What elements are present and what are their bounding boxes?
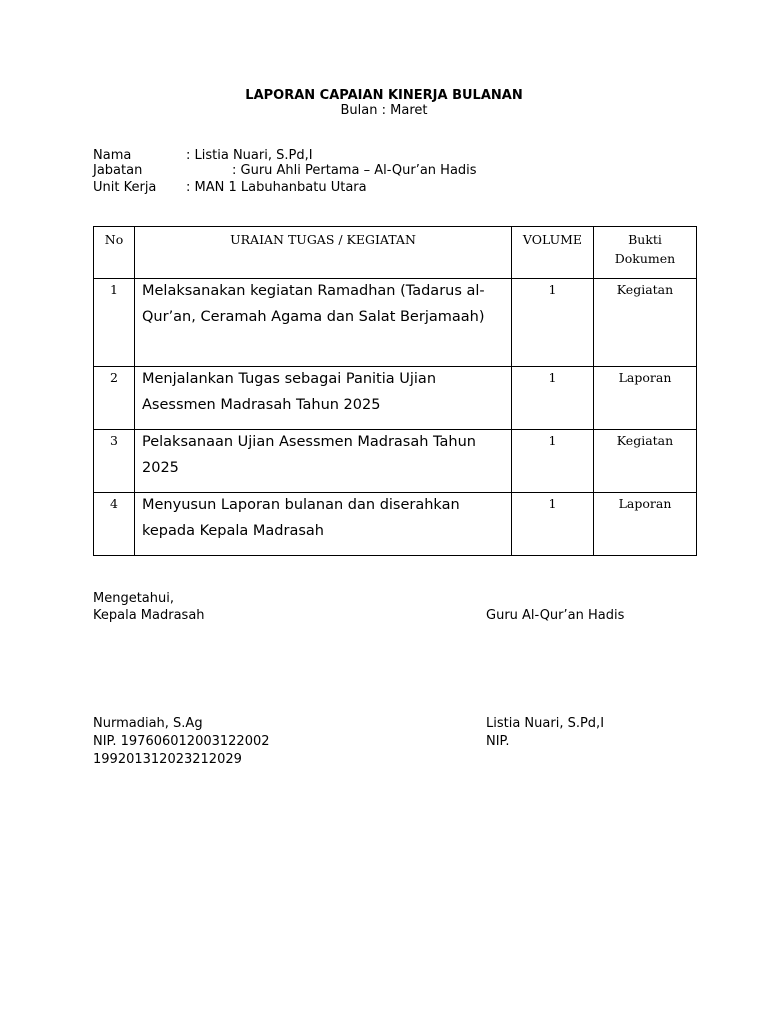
row-number: 1 <box>94 279 135 367</box>
row-volume: 1 <box>512 493 594 556</box>
row-document: Kegiatan <box>594 279 697 367</box>
row-number: 4 <box>94 493 135 556</box>
table-row <box>94 367 697 430</box>
info-nama-value: : Listia Nuari, S.Pd,I <box>186 148 313 163</box>
info-unit-label: Unit Kerja <box>93 180 157 195</box>
row-task: Menjalankan Tugas sebagai Panitia Ujian Asessmen Madrasah Tahun 2025 <box>135 367 512 430</box>
info-jabatan-value: : Guru Ahli Pertama – Al-Qur’an Hadis <box>232 163 477 178</box>
header-volume: VOLUME <box>512 227 594 279</box>
row-volume: 1 <box>512 279 594 367</box>
table-row <box>94 279 697 367</box>
header-task: URAIAN TUGAS / KEGIATAN <box>135 227 512 279</box>
header-no: No <box>94 227 135 279</box>
teacher-role: Guru Al-Qur’an Hadis <box>486 608 625 623</box>
header-document: Bukti Dokumen <box>594 227 697 279</box>
row-task: Menyusun Laporan bulanan dan diserahkan kepada Kepala Madrasah <box>135 493 512 556</box>
task-table <box>93 226 697 556</box>
row-task: Melaksanakan kegiatan Ramadhan (Tadarus al-Qur’an, Ceramah Agama dan Salat Berjamaah) <box>135 279 512 367</box>
row-document: Laporan <box>594 493 697 556</box>
table-row <box>94 430 697 493</box>
report-title: LAPORAN CAPAIAN KINERJA BULANAN <box>245 88 523 103</box>
info-jabatan-label: Jabatan <box>93 163 143 178</box>
info-nama-label: Nama <box>93 148 132 163</box>
acknowledged-label: Mengetahui, <box>93 591 174 606</box>
principal-role: Kepala Madrasah <box>93 608 205 623</box>
report-month: Bulan : Maret <box>340 103 428 118</box>
table-row <box>94 493 697 556</box>
secondary-nip: 199201312023212029 <box>93 752 242 767</box>
row-number: 2 <box>94 367 135 430</box>
row-number: 3 <box>94 430 135 493</box>
principal-nip: NIP. 197606012003122002 <box>93 734 270 749</box>
row-document: Kegiatan <box>594 430 697 493</box>
row-task: Pelaksanaan Ujian Asessmen Madrasah Tahun 2025 <box>135 430 512 493</box>
teacher-name: Listia Nuari, S.Pd,I <box>486 716 605 731</box>
row-volume: 1 <box>512 367 594 430</box>
table-header-row <box>94 227 697 279</box>
row-volume: 1 <box>512 430 594 493</box>
info-unit-value: : MAN 1 Labuhanbatu Utara <box>186 180 367 195</box>
teacher-nip: NIP. <box>486 734 510 749</box>
principal-name: Nurmadiah, S.Ag <box>93 716 203 731</box>
row-document: Laporan <box>594 367 697 430</box>
